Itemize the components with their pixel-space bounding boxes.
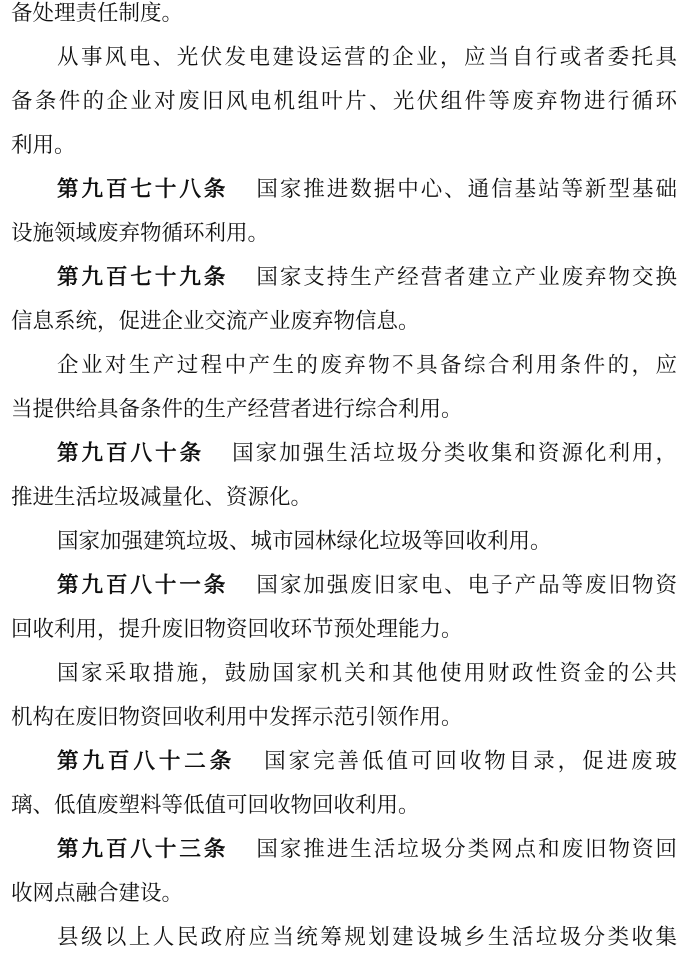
article-heading-line (11, 828, 677, 872)
paragraph-line: 当提供给具备条件的生产经营者进行综合利用。 (11, 397, 463, 422)
paragraph-line: 机构在废旧物资回收利用中发挥示范引领作用。 (11, 705, 463, 730)
paragraph-line: 信息系统，促进企业交流产业废弃物信息。 (11, 309, 420, 334)
article-number: 第九百八十条 (57, 441, 205, 466)
paragraph-first-line: 县级以上人民政府应当统筹规划建设城乡生活垃圾分类收集 (57, 925, 677, 950)
article-heading-line (11, 432, 677, 476)
paragraph-line: 设施领域废弃物循环利用。 (11, 221, 270, 246)
article-text: 国家支持生产经营者建立产业废弃物交换 (254, 265, 677, 290)
article-number: 第九百八十一条 (57, 573, 229, 598)
paragraph-line: 备条件的企业对废旧风电机组叶片、光伏组件等废弃物进行循环 (11, 89, 677, 114)
article-heading-line (11, 168, 677, 212)
article-heading-line (11, 740, 677, 784)
paragraph-line: 璃、低值废塑料等低值可回收物回收利用。 (11, 793, 420, 818)
article-text: 国家完善低值可回收物目录，促进废玻 (261, 749, 677, 774)
article-text: 国家推进数据中心、通信基站等新型基础 (254, 177, 677, 202)
article-text: 国家加强生活垃圾分类收集和资源化利用， (230, 441, 677, 466)
paragraph-first-line: 国家采取措施，鼓励国家机关和其他使用财政性资金的公共 (57, 661, 677, 686)
article-number: 第九百八十三条 (57, 837, 229, 862)
paragraph-line: 利用。 (11, 133, 76, 158)
paragraph-first-line: 从事风电、光伏发电建设运营的企业，应当自行或者委托具 (57, 45, 677, 70)
paragraph-first-line: 国家加强建筑垃圾、城市园林绿化垃圾等回收利用。 (57, 529, 552, 554)
article-heading-line (11, 256, 677, 300)
paragraph-line: 收网点融合建设。 (11, 881, 184, 906)
article-number: 第九百七十九条 (57, 265, 229, 290)
paragraph-line: 推进生活垃圾减量化、资源化。 (11, 485, 313, 510)
article-number: 第九百八十二条 (57, 749, 236, 774)
document-page (11, 0, 677, 960)
paragraph-first-line: 企业对生产过程中产生的废弃物不具备综合利用条件的，应 (57, 353, 677, 378)
paragraph-line: 回收利用，提升废旧物资回收环节预处理能力。 (11, 617, 463, 642)
article-text: 国家加强废旧家电、电子产品等废旧物资 (254, 573, 677, 598)
paragraph-line: 备处理责任制度。 (11, 1, 184, 26)
article-text: 国家推进生活垃圾分类网点和废旧物资回 (254, 837, 677, 862)
article-heading-line (11, 564, 677, 608)
article-number: 第九百七十八条 (57, 177, 229, 202)
